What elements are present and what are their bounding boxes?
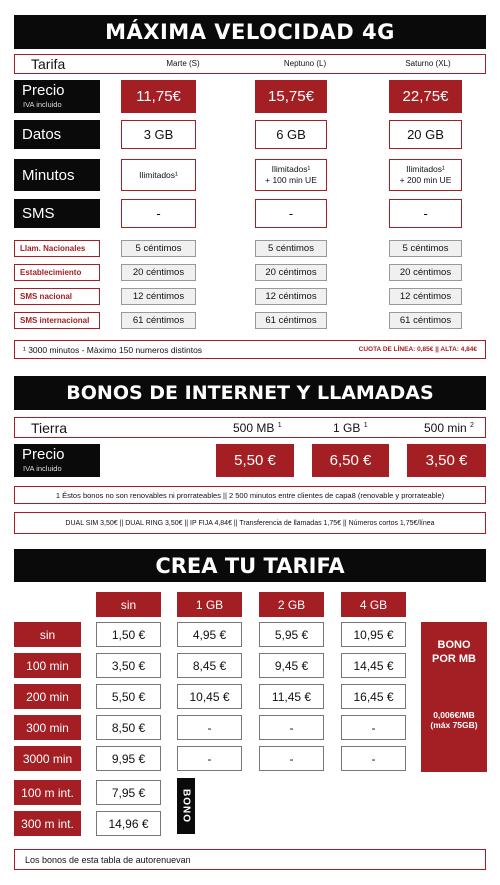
plan-sms: - [121, 199, 196, 228]
section3-title: CREA TU TARIFA [14, 549, 486, 582]
col-header: 1 GB [177, 592, 242, 617]
extra-value: 61 céntimos [255, 312, 327, 329]
minutes-line1: Ilimitados¹ [139, 170, 178, 180]
col-header: sin [96, 592, 161, 617]
section2-title: BONOS DE INTERNET Y LLAMADAS [14, 376, 486, 410]
minutes-line1: Ilimitados¹ [406, 164, 445, 174]
price-cell: 14,45 € [341, 653, 406, 678]
row-header: 200 min [14, 684, 81, 709]
bonos-header-row [14, 417, 486, 438]
datos-label: Datos [14, 120, 100, 149]
extra-label: Llam. Nacionales [14, 240, 100, 257]
precio-label-box [14, 80, 100, 113]
price-cell: - [341, 715, 406, 740]
extra-value: 12 céntimos [255, 288, 327, 305]
row-header: 300 m int. [14, 811, 81, 836]
tarifa-header-row [14, 54, 486, 74]
bono-vertical-box [177, 778, 195, 834]
price-cell: - [341, 746, 406, 771]
price-cell: - [177, 715, 242, 740]
price-cell: 11,45 € [259, 684, 324, 709]
extra-value: 20 céntimos [255, 264, 327, 281]
price-cell: 9,95 € [96, 746, 161, 771]
bono-name-text: 1 GB [333, 421, 361, 435]
bono-price: 5,50 € [216, 444, 294, 477]
price-cell: 16,45 € [341, 684, 406, 709]
plan-sms: - [389, 199, 462, 228]
price-cell: 10,45 € [177, 684, 242, 709]
bono-name [333, 421, 368, 435]
price-cell: - [259, 715, 324, 740]
plan-minutes [255, 159, 327, 191]
price-cell: - [259, 746, 324, 771]
section1-title: MÁXIMA VELOCIDAD 4G [14, 15, 486, 49]
bono-price: 3,50 € [407, 444, 486, 477]
row-header: 100 min [14, 653, 81, 678]
extra-value: 12 céntimos [121, 288, 196, 305]
price-cell: 10,95 € [341, 622, 406, 647]
plan-price: 11,75€ [121, 80, 196, 113]
extra-label: SMS internacional [14, 312, 100, 329]
bono-por-mb-max: (máx 75GB) [430, 720, 478, 730]
extra-value: 61 céntimos [389, 312, 462, 329]
plan-data: 6 GB [255, 120, 327, 149]
extra-value: 61 céntimos [121, 312, 196, 329]
plan-name: Neptuno (L) [283, 59, 327, 68]
tarifa-label: Tarifa [31, 56, 66, 72]
price-cell: 8,45 € [177, 653, 242, 678]
plan-data: 20 GB [389, 120, 462, 149]
col-header: 2 GB [259, 592, 324, 617]
minutes-line1: Ilimitados¹ [271, 164, 311, 174]
col-header: 4 GB [341, 592, 406, 617]
bono-price: 6,50 € [312, 444, 389, 477]
sms-label: SMS [14, 199, 100, 228]
plan-minutes [389, 159, 462, 191]
precio-sublabel: IVA incluido [23, 464, 62, 473]
row-header: 300 min [14, 715, 81, 740]
extra-value: 5 céntimos [389, 240, 462, 257]
footnote-fees: CUOTA DE LÍNEA: 0,85€ || ALTA: 4,84€ [358, 346, 477, 353]
extra-label: SMS nacional [14, 288, 100, 305]
precio-sublabel: IVA incluido [23, 100, 62, 109]
plan-price: 22,75€ [389, 80, 462, 113]
price-cell: 7,95 € [96, 780, 161, 805]
bono-name-text: 500 MB [233, 421, 275, 435]
tierra-label: Tierra [31, 420, 68, 436]
extra-value: 20 céntimos [389, 264, 462, 281]
price-cell: 5,50 € [96, 684, 161, 709]
row-header: 3000 min [14, 746, 81, 771]
extra-value: 5 céntimos [121, 240, 196, 257]
bono-name-text: 500 min [424, 421, 467, 435]
plan-name: Marte (S) [166, 59, 200, 68]
row-header: sin [14, 622, 81, 647]
bono-precio-label-box [14, 444, 100, 477]
plan-name: Saturno (XL) [405, 59, 451, 68]
footnote-minutes: ¹ 3000 minutos - Màximo 150 numeros distintos [23, 344, 203, 355]
precio-label: Precio [22, 446, 65, 463]
price-cell: 14,96 € [96, 811, 161, 836]
bono-por-mb-price: 0,006€/MB [433, 710, 475, 720]
minutes-line2: + 200 min UE [399, 175, 452, 185]
price-cell: 5,95 € [259, 622, 324, 647]
price-cell: - [177, 746, 242, 771]
minutos-label: Minutos [14, 159, 100, 191]
bono-sup: 2 [470, 422, 474, 429]
bono-por-mb-box [421, 622, 487, 772]
bono-sup: 1 [277, 422, 282, 429]
price-cell: 1,50 € [96, 622, 161, 647]
bono-name [233, 421, 282, 435]
price-cell: 9,45 € [259, 653, 324, 678]
extra-value: 12 céntimos [389, 288, 462, 305]
price-cell: 4,95 € [177, 622, 242, 647]
price-cell: 8,50 € [96, 715, 161, 740]
plan-price: 15,75€ [255, 80, 327, 113]
bono-name [424, 421, 474, 435]
row-header: 100 m int. [14, 780, 81, 805]
extras-note: DUAL SIM 3,50€ || DUAL RING 3,50€ || IP FIJA 4,84€ || Transferencia de llamadas 1,75€ || Números cortos 1,75€/línea [14, 512, 486, 534]
plan-sms: - [255, 199, 327, 228]
extra-value: 5 céntimos [255, 240, 327, 257]
extra-label: Establecimiento [14, 264, 100, 281]
bono-vertical-label: BONO [180, 789, 192, 823]
minutes-line2: + 100 min UE [265, 175, 317, 185]
price-cell: 3,50 € [96, 653, 161, 678]
bono-sup: 1 [363, 422, 368, 429]
section1-footnote [14, 340, 486, 359]
section3-footnote: Los bonos de esta tabla de autorenuevan [14, 849, 486, 870]
bonos-note: 1 Éstos bonos no son renovables ni prorrateables || 2 500 minutos entre clientes de capa8 (renovable y prorrateable) [14, 486, 486, 504]
bono-por-mb-title: BONO POR MB [432, 639, 476, 665]
plan-minutes [121, 159, 196, 191]
precio-label: Precio [22, 82, 65, 99]
extra-value: 20 céntimos [121, 264, 196, 281]
plan-data: 3 GB [121, 120, 196, 149]
